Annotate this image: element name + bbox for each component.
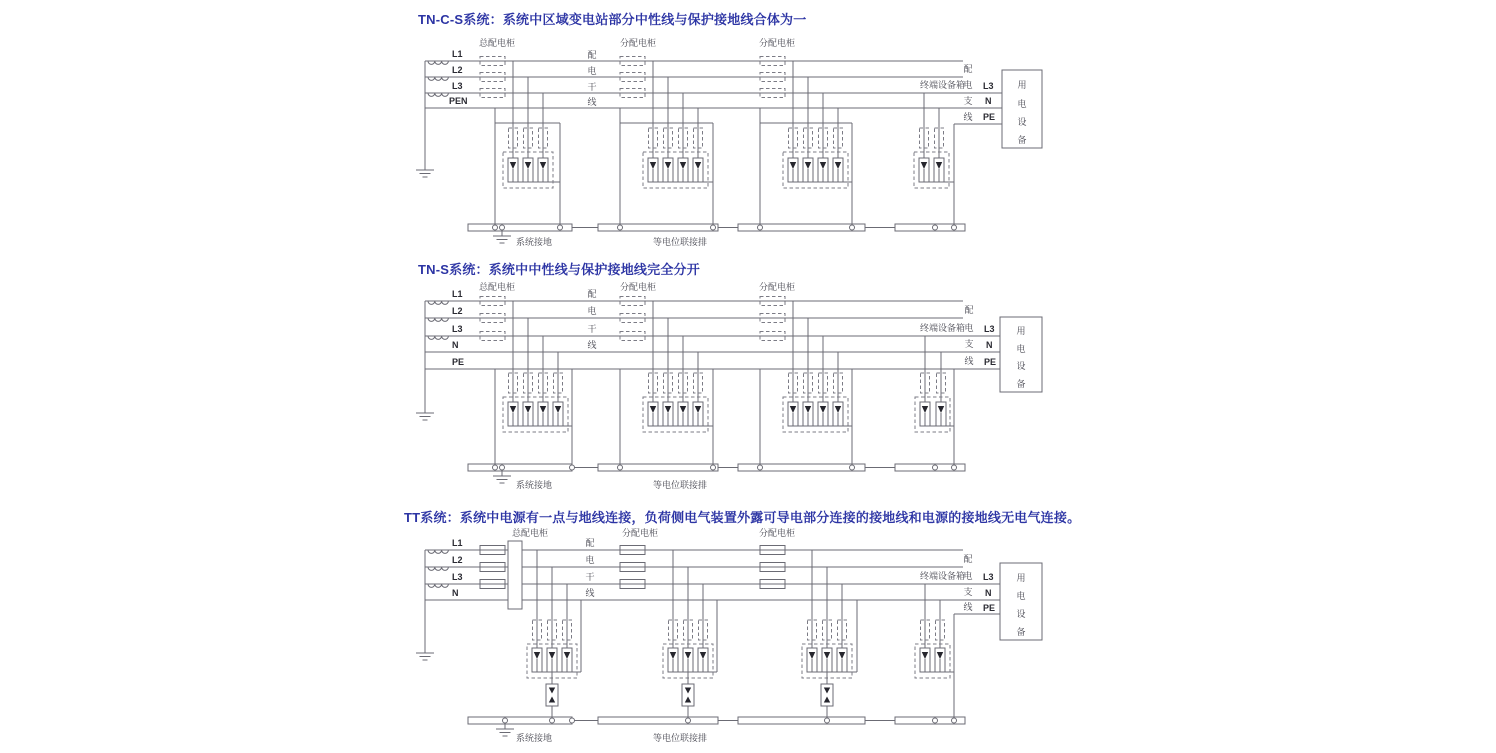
label: 电: [1016, 344, 1026, 354]
bar-terminal-icon: [711, 225, 716, 230]
label: N: [986, 340, 993, 350]
label: 终端设备箱: [920, 323, 966, 333]
bar-terminal-icon: [618, 225, 623, 230]
diagram-title-tt: TT系统：系统中电源有一点与地线连接，负荷侧电气装置外露可导电部分连接的接地线和电源的接地线无电气连接。: [404, 510, 1081, 525]
label: N: [985, 588, 992, 598]
coil-icon: [428, 301, 448, 304]
label: 备: [1017, 135, 1027, 145]
bar-terminal-icon: [850, 225, 855, 230]
label: L1: [452, 49, 463, 59]
bar-terminal-icon: [686, 718, 691, 723]
label: 设: [1016, 361, 1026, 371]
coil-icon: [428, 336, 448, 339]
label: 等电位联接排: [653, 733, 708, 743]
label: 设: [1017, 117, 1027, 127]
label: 系统接地: [516, 480, 553, 490]
cabinet-busbar: [508, 541, 522, 609]
label: 线: [585, 588, 595, 598]
label: 总配电柜: [511, 528, 549, 538]
label: L1: [452, 289, 463, 299]
label: L3: [983, 81, 994, 91]
bar-terminal-icon: [503, 718, 508, 723]
equipotential-bar: [598, 224, 718, 231]
label: L2: [452, 306, 463, 316]
equipotential-bar: [468, 717, 572, 724]
label: 用: [1016, 326, 1026, 336]
label: 支: [963, 587, 973, 597]
label: L3: [452, 81, 463, 91]
label: L2: [452, 65, 463, 75]
coil-icon: [428, 318, 448, 321]
label: 电: [964, 323, 974, 333]
bar-terminal-icon: [558, 225, 563, 230]
label: PE: [984, 357, 997, 367]
bar-terminal-icon: [570, 718, 575, 723]
label: 配: [963, 554, 973, 564]
label: 电: [587, 306, 597, 316]
label: 分配电柜: [758, 282, 796, 292]
label: 电: [1016, 591, 1026, 601]
bar-terminal-icon: [711, 465, 716, 470]
label: PE: [983, 603, 996, 613]
label: 设: [1016, 609, 1026, 619]
label: 电: [587, 66, 597, 76]
label: L2: [452, 555, 463, 565]
bar-terminal-icon: [500, 465, 505, 470]
bar-terminal-icon: [933, 465, 938, 470]
label: 用: [1017, 80, 1027, 90]
label: 总配电柜: [478, 38, 516, 48]
coil-icon: [428, 550, 448, 553]
label: 配: [587, 50, 597, 60]
coil-icon: [428, 77, 448, 80]
label: PE: [983, 112, 996, 122]
label: 分配电柜: [619, 38, 657, 48]
label: 配: [585, 538, 595, 548]
label: N: [452, 340, 459, 350]
label: 系统接地: [516, 237, 553, 247]
label: L3: [452, 572, 463, 582]
bar-terminal-icon: [952, 225, 957, 230]
label: 支: [964, 339, 974, 349]
bar-terminal-icon: [952, 718, 957, 723]
label: 备: [1016, 627, 1026, 637]
label: L1: [452, 538, 463, 548]
label: 干: [587, 324, 597, 334]
spark-gap-icon: [682, 684, 694, 706]
bar-terminal-icon: [758, 225, 763, 230]
label: PEN: [449, 96, 468, 106]
bar-terminal-icon: [758, 465, 763, 470]
label: 线: [963, 112, 973, 122]
bar-terminal-icon: [618, 465, 623, 470]
bar-terminal-icon: [933, 718, 938, 723]
bar-terminal-icon: [550, 718, 555, 723]
label: 分配电柜: [621, 528, 659, 538]
bar-terminal-icon: [850, 465, 855, 470]
label: 线: [587, 97, 597, 107]
label: 用: [1016, 573, 1026, 583]
label: L3: [452, 324, 463, 334]
label: N: [452, 588, 459, 598]
label: 支: [963, 96, 973, 106]
bar-terminal-icon: [493, 465, 498, 470]
label: 电: [963, 571, 973, 581]
label: 分配电柜: [758, 528, 796, 538]
spark-gap-icon: [546, 684, 558, 706]
bar-terminal-icon: [570, 465, 575, 470]
label: 系统接地: [516, 733, 553, 743]
coil-icon: [428, 61, 448, 64]
bar-terminal-icon: [933, 225, 938, 230]
equipotential-bar: [598, 464, 718, 471]
diagram-title-tn-c-s: TN-C-S系统：系统中区域变电站部分中性线与保护接地线合体为一: [418, 12, 807, 27]
equipotential-bar: [738, 717, 865, 724]
label: 等电位联接排: [653, 480, 708, 490]
label: 备: [1016, 379, 1026, 389]
spark-gap-icon: [821, 684, 833, 706]
label: 电: [1017, 99, 1027, 109]
label: 分配电柜: [758, 38, 796, 48]
label: N: [985, 96, 992, 106]
coil-icon: [428, 584, 448, 587]
label: 线: [963, 602, 973, 612]
label: 等电位联接排: [653, 237, 708, 247]
equipotential-bar: [598, 717, 718, 724]
label: 配: [963, 64, 973, 74]
equipotential-bar: [468, 224, 572, 231]
bar-terminal-icon: [825, 718, 830, 723]
coil-icon: [428, 567, 448, 570]
label: 干: [585, 572, 595, 582]
diagram-title-tn-s: TN-S系统：系统中中性线与保护接地线完全分开: [418, 262, 700, 277]
equipotential-bar: [468, 464, 572, 471]
label: 干: [587, 82, 597, 92]
bar-terminal-icon: [493, 225, 498, 230]
label: PE: [452, 357, 465, 367]
label: 终端设备箱: [920, 80, 966, 90]
label: 终端设备箱: [920, 571, 966, 581]
label: 配: [587, 289, 597, 299]
label: 线: [587, 340, 597, 350]
label: 分配电柜: [619, 282, 657, 292]
label: L3: [984, 324, 995, 334]
bar-terminal-icon: [952, 465, 957, 470]
label: 线: [964, 356, 974, 366]
label: 电: [963, 80, 973, 90]
label: 总配电柜: [478, 282, 516, 292]
bar-terminal-icon: [500, 225, 505, 230]
coil-icon: [428, 93, 448, 96]
label: L3: [983, 572, 994, 582]
label: 电: [585, 555, 595, 565]
label: 配: [964, 305, 974, 315]
